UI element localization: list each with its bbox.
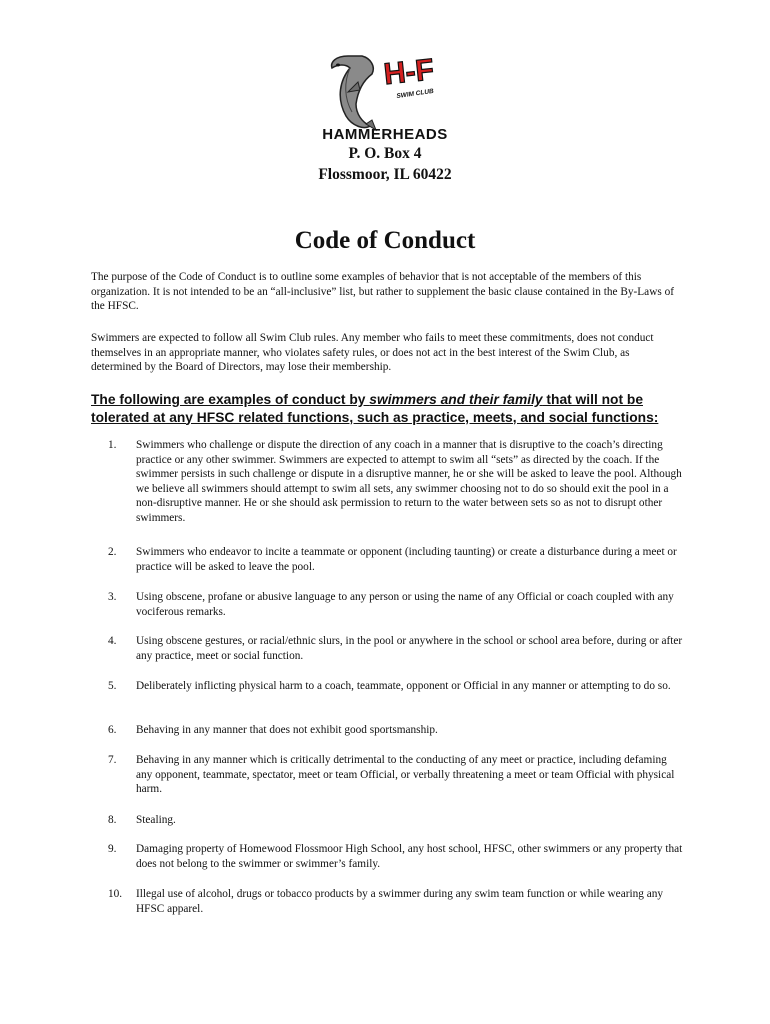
item-text: Deliberately inflicting physical harm to a coach, teammate, opponent or Official in any manner or attempting to do so. [136, 680, 671, 692]
logo-letters: H-F [382, 53, 436, 92]
item-number: 5. [108, 680, 117, 692]
purpose-paragraph: The purpose of the Code of Conduct is to outline some examples of behavior that is not acceptable of the members of this organization. It is not intended to be an “all-inclusive” list, but rather to supplement the basic clause contained in the By-Laws of the HFSC. [91, 271, 674, 313]
organization-name: HAMMERHEADS [322, 126, 448, 143]
address-line-2: Flossmoor, IL 60422 [318, 166, 452, 183]
item-number: 1. [108, 439, 117, 451]
item-text: Damaging property of Homewood Flossmoor High School, any host school, HFSC, other swimmers or any property that does not belong to the swimmer or swimmer’s family. [136, 843, 683, 870]
document-title: Code of Conduct [294, 227, 476, 254]
item-text: Using obscene, profane or abusive language to any person or using the name of any Official or coach coupled with any vociferous remarks. [136, 591, 674, 618]
item-text: Swimmers who challenge or dispute the direction of any coach in a manner that is disruptive to the coach’s directing practice or any other swimmer. Swimmers are expected to attempt to swim all “sets” as directed by the coach. If the swimmer persists in such challenge or dispute in a disruptive manner, he or she will be asked to leave the pool. Although we believe all swimmers should attempt to swim all sets, any swimmer choosing not to do so should exit the pool in a non-disruptive manner. He or she should ask permission to return to the water between sets so as not to disrupt other swimmers. [136, 439, 682, 524]
item-text: Illegal use of alcohol, drugs or tobacco products by a swimmer during any swim team function or while wearing any HFSC apparel. [136, 888, 664, 915]
item-number: 8. [108, 814, 117, 826]
expectations-paragraph: Swimmers are expected to follow all Swim Club rules. Any member who fails to meet these commitments, does not conduct themselves in an appropriate manner, who violates safety rules, or does not act in the best interest of the Swim Club, as determined by the Board of Directors, may lose their membership. [91, 332, 654, 374]
item-text: Stealing. [136, 814, 176, 826]
item-text: Behaving in any manner which is critically detrimental to the conducting of any meet or practice, including defaming any opponent, teammate, spectator, meet or team Official, or verbally threatening a meet or team Official with physical harm. [136, 754, 675, 796]
item-number: 2. [108, 546, 117, 558]
item-number: 4. [108, 635, 117, 647]
heading-emphasis: swimmers and their family [369, 392, 543, 407]
heading-text-end: that will not be tolerated at any HFSC related functions, such as practice, meets, and social functions: [91, 392, 659, 425]
logo-subtext: SWIM CLUB [396, 87, 435, 101]
item-number: 9. [108, 843, 117, 855]
shark-icon [326, 46, 450, 132]
item-number: 7. [108, 754, 117, 766]
item-number: 10. [108, 888, 123, 900]
item-number: 6. [108, 724, 117, 736]
item-text: Behaving in any manner that does not exhibit good sportsmanship. [136, 724, 438, 736]
item-number: 3. [108, 591, 117, 603]
heading-text-start: The following are examples of conduct by [91, 392, 370, 407]
address-line-1: P. O. Box 4 [348, 145, 422, 162]
item-text: Using obscene gestures, or racial/ethnic slurs, in the pool or anywhere in the school or school area before, during or after any practice, meet or social function. [136, 635, 683, 662]
conduct-heading [91, 391, 691, 426]
hammerhead-logo [326, 46, 450, 132]
item-text: Swimmers who endeavor to incite a teammate or opponent (including taunting) or create a disturbance during a meet or practice will be asked to leave the pool. [136, 546, 677, 573]
